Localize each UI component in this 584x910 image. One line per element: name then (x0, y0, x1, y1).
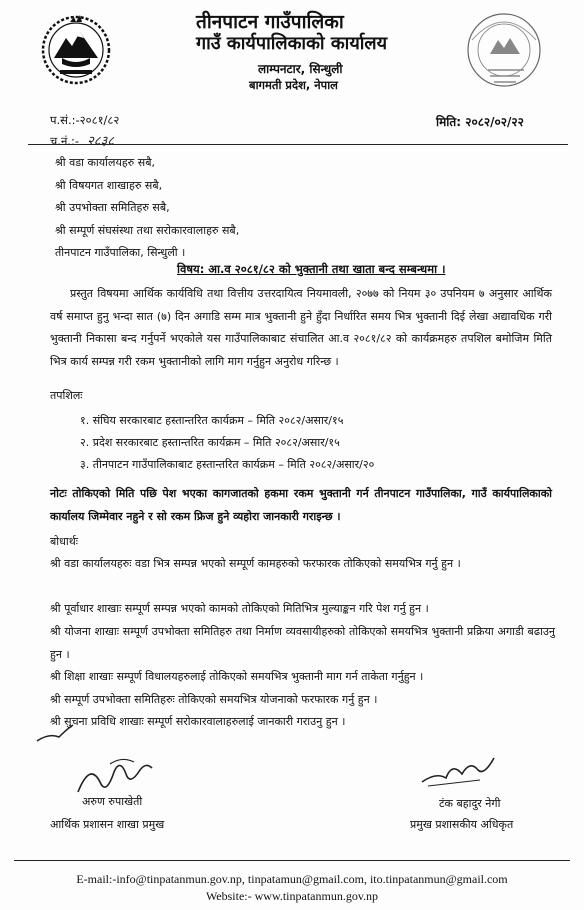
recipient-line: श्री उपभोक्ता समितिहरु सबै, (55, 201, 170, 214)
footer-emails: E-mail:-info@tinpatanmun.gov.np, tinpatamun@gmail.com, ito.tinpatanmun@gmail.com (76, 872, 508, 886)
directive-item: श्री सम्पूर्ण उपभोक्ता समितिहरुः तोकिएको समयभित्र योजनाको फरफारक गर्नु हुन । (50, 693, 378, 706)
schedule-item: १. संघिय सरकारबाट हस्तान्तरित कार्यक्रम – मिति २०८२/असार/१५ (80, 414, 344, 427)
recipient-line: श्री वडा कार्यालयहरु सबै, (55, 156, 155, 169)
dispatch-value: २८३८ (87, 134, 115, 149)
header-divider (28, 144, 568, 145)
footer-website: Website:- www.tinpatanmun.gov.np (205, 889, 379, 903)
recipient-line: श्री सम्पूर्ण संघसंस्था तथा सरोकारवालाहरु सबै, (55, 223, 240, 237)
letter-date: मिति: २०८२/०२/२२ (436, 115, 524, 129)
directive-item: श्री शिक्षा शाखाः सम्पूर्ण विधालयहरुलाई तोकिएको समयभित्र भुक्तानी माग गर्न ताकेता गर्नुहुन । (50, 670, 424, 683)
letter-subject: विषय: आ.व २०८१/८२ को भुक्तानी तथा खाता बन्द सम्बन्धमा । (177, 262, 446, 276)
address-line-2: बागमती प्रदेश, नेपाल (249, 78, 338, 92)
schedule-item: २. प्रदेश सरकारबाट हस्तान्तरित कार्यक्रम – मिति २०८२/असार/१५ (80, 436, 340, 449)
schedule-list (80, 410, 374, 476)
handwritten-tick-mark (35, 723, 75, 745)
government-emblem-logo (40, 14, 112, 86)
note-paragraph: नोटः तोकिएको मिति पछि पेश भएका कागजातको हकमा रकम भुक्तानी गर्न तीनपाटन गाउँपालिका, गाउँ कार्यपालिकाको कार्यालय जिम्मेवार नहुने र सो रकम फ्रिज हुने व्यहोरा जानकारी गराइन्छ । (50, 487, 552, 523)
recipient-line: तीनपाटन गाउँपालिका, सिन्धुली । (55, 246, 186, 259)
directive-label: बोधार्थः (50, 535, 78, 548)
recipient-list (55, 152, 239, 265)
office-name: तीनपाटन गाउँपालिका (196, 11, 344, 33)
signatory-right-name: टंक बहादुर नेगी (439, 797, 501, 810)
directive-item: श्री वडा कार्यालयहरुः वडा भित्र सम्पन्न भएको सम्पूर्ण कामहरुको फरफारक तोकिएको समयभित्र गर्नु हुन । (50, 557, 461, 570)
directive-item: श्री सुचना प्रविधि शाखाः सम्पूर्ण सरोकारवालाहरुलाई जानकारी गराउनु हुन । (50, 715, 346, 728)
signature-right (418, 752, 498, 790)
footer-divider (14, 860, 570, 861)
directive-item: श्री योजना शाखाः सम्पूर्ण उपभोक्ता समितिहरु तथा निर्माण व्यवसायीहरुको तोकिएको समयभित्र भुक्तानी प्रक्रिया अगाडी बढाउनु हुन । (50, 625, 555, 661)
schedule-label: तपशिलः (50, 389, 83, 402)
schedule-item: ३. तीनपाटन गाउँपालिकाबाट हस्तान्तरित कार्यक्रम – मिति २०८२/असार/२० (80, 458, 375, 471)
reference-number: प.सं.:-२०८१/८२ (50, 113, 120, 127)
address-line-1: लाम्पनटार, सिन्धुली (258, 62, 343, 76)
signatory-right-role: प्रमुख प्रशासकीय अधिकृत (410, 818, 514, 831)
dispatch-label: च.नं.:- (50, 134, 80, 148)
dispatch-number (50, 131, 114, 149)
signatory-left-name: अरुण रुपाखेती (82, 795, 143, 808)
office-subtitle: गाउँ कार्यपालिकाको कार्यालय (196, 33, 388, 54)
official-seal-stamp (464, 10, 546, 94)
recipient-line: श्री विषयगत शाखाहरु सबै, (55, 178, 163, 192)
signatory-left-role: आर्थिक प्रशासन शाखा प्रमुख (50, 818, 165, 831)
directive-item: श्री पूर्वाधार शाखाः सम्पूर्ण सम्पन्न भएको कामको तोकिएको मितिभित्र मुल्याङ्कन गरि पेश गर्नु हुन । (50, 602, 429, 615)
body-paragraph: प्रस्तुत विषयमा आर्थिक कार्यविधि तथा वित्तीय उत्तरदायित्व नियमावली, २०७७ को नियम ३० उपनियम ७ अनुसार आर्थिक वर्ष समाप्त हुनु भन्दा सात (७) दिन अगाडि सम्म मात्र भुक्तानी हुने हुँदा निर्धारित समय भित्र भुक्तानी दिई लेखा अद्यावधिक गरी भुक्तानी निकासा बन्द गर्नुपर्ने भएकोले यस गाउँपालिकाबाट संचालित आ.व २०८१/८२ को कार्यक्रमहरु तपशिल बमोजिम मिति भित्र कार्य सम्पन्न गरी रकम भुक्तानीको लागि माग गर्नुहुन अनुरोध गरिन्छ । (50, 287, 552, 368)
